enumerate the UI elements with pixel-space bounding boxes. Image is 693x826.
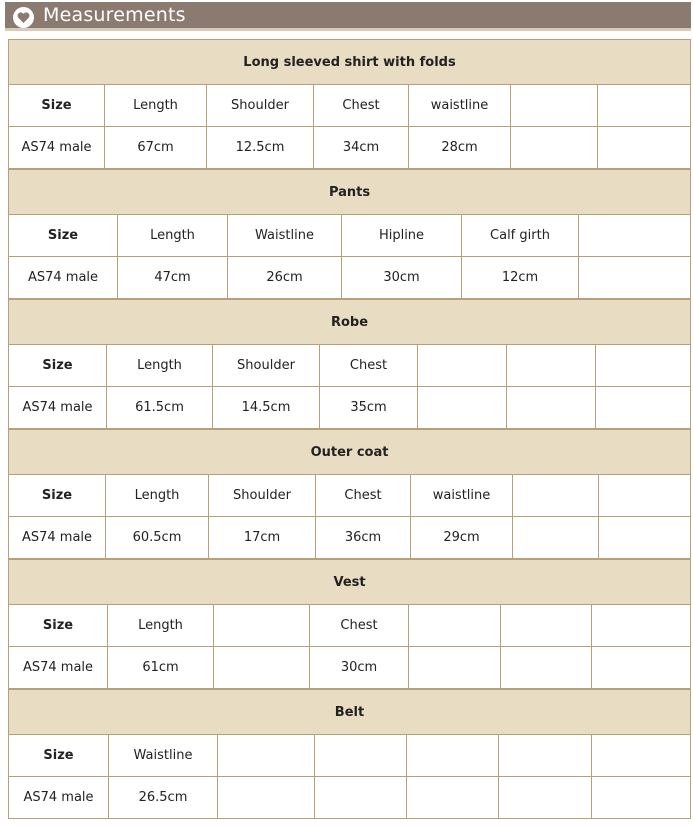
value-cell: 34cm (314, 127, 409, 169)
value-cell: 60.5cm (106, 517, 209, 559)
header-cell (579, 215, 691, 257)
value-cell (507, 387, 596, 429)
value-cell (214, 647, 310, 689)
table-title: Pants (9, 169, 691, 215)
value-cell: 30cm (342, 257, 462, 299)
value-cell: AS74 male (9, 257, 118, 299)
value-cell (598, 127, 691, 169)
table-title: Long sleeved shirt with folds (9, 40, 691, 85)
header-cell: Chest (316, 475, 411, 517)
value-cell (501, 647, 592, 689)
measurement-table-robe (8, 298, 691, 429)
value-cell: 67cm (105, 127, 207, 169)
measurement-table-shirt (8, 39, 691, 169)
measurement-table-belt (8, 688, 691, 819)
header-cell (598, 85, 691, 127)
header-cell (418, 345, 507, 387)
value-cell (418, 387, 507, 429)
value-cell (409, 647, 501, 689)
header-cell (218, 735, 315, 777)
header-cell (409, 605, 501, 647)
header-cell: Size (9, 215, 118, 257)
value-cell: 47cm (118, 257, 228, 299)
value-cell (599, 517, 691, 559)
value-cell (315, 777, 407, 819)
measurement-table-outer-coat (8, 428, 691, 559)
value-cell (407, 777, 499, 819)
header-cell (599, 475, 691, 517)
value-cell: 12.5cm (207, 127, 314, 169)
value-cell: AS74 male (9, 387, 107, 429)
header-cell: Chest (314, 85, 409, 127)
table-title: Belt (9, 689, 691, 735)
value-cell (218, 777, 315, 819)
table-title: Robe (9, 299, 691, 345)
value-cell: 26cm (228, 257, 342, 299)
value-cell: 14.5cm (213, 387, 320, 429)
measurement-table-pants (8, 168, 691, 299)
header-cell: Shoulder (213, 345, 320, 387)
header-cell: Shoulder (209, 475, 316, 517)
header-cell (507, 345, 596, 387)
value-cell: AS74 male (9, 517, 106, 559)
value-cell: AS74 male (9, 777, 109, 819)
value-cell: 30cm (310, 647, 409, 689)
header-cell: waistline (411, 475, 513, 517)
value-cell: 28cm (409, 127, 511, 169)
header-cell: Length (118, 215, 228, 257)
value-cell (579, 257, 691, 299)
header-cell: Waistline (109, 735, 218, 777)
header-cell (513, 475, 599, 517)
value-cell: AS74 male (9, 647, 108, 689)
value-cell (513, 517, 599, 559)
header-cell (511, 85, 598, 127)
header-cell: Size (9, 85, 105, 127)
value-cell (592, 777, 691, 819)
header-cell (592, 605, 691, 647)
header-cell: waistline (409, 85, 511, 127)
header-cell: Size (9, 475, 106, 517)
header-cell: Chest (310, 605, 409, 647)
value-cell: 36cm (316, 517, 411, 559)
value-cell: 26.5cm (109, 777, 218, 819)
table-title: Vest (9, 559, 691, 605)
value-cell: AS74 male (9, 127, 105, 169)
header-cell (501, 605, 592, 647)
value-cell: 35cm (320, 387, 418, 429)
header-cell: Length (107, 345, 213, 387)
header-cell: Calf girth (462, 215, 579, 257)
header-cell (592, 735, 691, 777)
measurements-tables (8, 39, 690, 819)
header-cell (214, 605, 310, 647)
value-cell: 61cm (108, 647, 214, 689)
value-cell: 17cm (209, 517, 316, 559)
section-title: Measurements (43, 4, 186, 26)
value-cell: 29cm (411, 517, 513, 559)
value-cell: 12cm (462, 257, 579, 299)
measurement-table-vest (8, 558, 691, 689)
table-title: Outer coat (9, 429, 691, 475)
header-cell (315, 735, 407, 777)
header-cell: Hipline (342, 215, 462, 257)
header-cell: Chest (320, 345, 418, 387)
value-cell: 61.5cm (107, 387, 213, 429)
value-cell (596, 387, 691, 429)
header-cell: Shoulder (207, 85, 314, 127)
value-cell (511, 127, 598, 169)
header-cell (407, 735, 499, 777)
header-cell: Size (9, 345, 107, 387)
header-cell: Length (105, 85, 207, 127)
header-cell: Length (106, 475, 209, 517)
header-cell (499, 735, 592, 777)
header-cell: Size (9, 735, 109, 777)
heart-icon (13, 7, 34, 28)
value-cell (499, 777, 592, 819)
value-cell (592, 647, 691, 689)
section-header (5, 2, 691, 31)
header-cell: Length (108, 605, 214, 647)
header-cell: Size (9, 605, 108, 647)
header-cell: Waistline (228, 215, 342, 257)
header-cell (596, 345, 691, 387)
